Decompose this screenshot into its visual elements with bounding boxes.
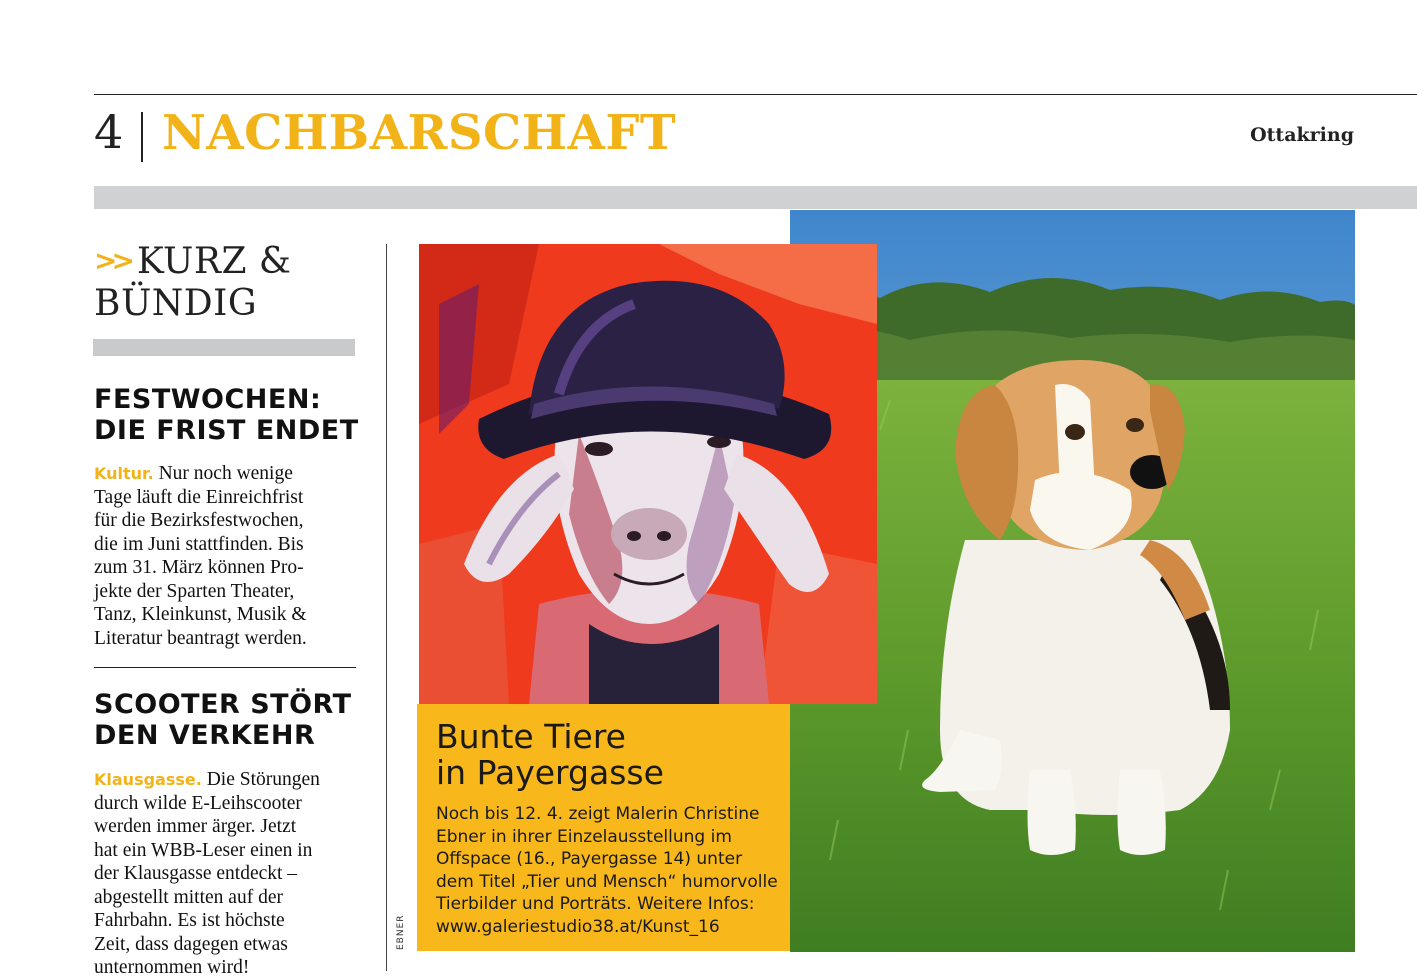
body-line: Zeit, dass dagegen etwas bbox=[94, 933, 288, 955]
feature-text-line: Offspace (16., Payergasse 14) unter bbox=[436, 849, 743, 869]
body-line: die im Juni stattfinden. Bis bbox=[94, 533, 304, 555]
body-line: jekte der Sparten Theater, bbox=[94, 580, 295, 602]
body-line: Nur noch wenige bbox=[158, 463, 293, 484]
body-line: werden immer ärger. Jetzt bbox=[94, 816, 297, 837]
article-headline bbox=[94, 689, 364, 751]
body-line: Tanz, Kleinkunst, Musik & bbox=[94, 604, 307, 625]
body-line: Die Störungen bbox=[206, 769, 320, 790]
headline-line: DEN VERKEHR bbox=[94, 720, 316, 751]
body-line: Literatur beantragt werden. bbox=[94, 627, 307, 649]
article-kicker: Klausgasse. bbox=[94, 770, 202, 789]
body-line: Fahrbahn. Es ist höchste bbox=[94, 910, 285, 931]
feature-text-line: Noch bis 12. 4. zeigt Malerin Christine bbox=[436, 804, 760, 824]
double-chevron-icon: >> bbox=[94, 244, 129, 277]
article-body bbox=[94, 768, 356, 980]
column-divider bbox=[386, 244, 387, 971]
column-title bbox=[94, 240, 291, 325]
headline-line: DIE FRIST ENDET bbox=[94, 415, 359, 446]
feature-text-line: Ebner in ihrer Einzelausstellung im bbox=[436, 826, 732, 847]
headline-line: FESTWOCHEN: bbox=[94, 384, 322, 415]
sheep-painting bbox=[419, 244, 877, 704]
top-rule bbox=[94, 94, 1417, 95]
body-line: unternommen wird! bbox=[94, 957, 250, 978]
article-kicker: Kultur. bbox=[94, 464, 154, 483]
body-line: der Klausgasse entdeckt – bbox=[94, 863, 298, 884]
article-headline bbox=[94, 384, 364, 446]
headline-line: SCOOTER STÖRT bbox=[94, 689, 352, 720]
page-number: 4 bbox=[94, 105, 124, 159]
feature-text bbox=[436, 803, 781, 938]
column-title-line1: KURZ & bbox=[136, 241, 292, 282]
feature-title bbox=[436, 719, 664, 791]
photo-credit: EBNER bbox=[396, 914, 406, 950]
body-line: Tage läuft die Einreichfrist bbox=[94, 486, 304, 508]
column-title-line2: BÜNDIG bbox=[94, 283, 258, 324]
body-line: durch wilde E-Leihscooter bbox=[94, 792, 302, 814]
body-line: abgestellt mitten auf der bbox=[94, 886, 283, 908]
feature-text-line: Tierbilder und Porträts. Weitere Infos: bbox=[436, 894, 755, 914]
section-title: NACHBARSCHAFT bbox=[162, 105, 677, 161]
feature-title-line: Bunte Tiere bbox=[436, 717, 626, 756]
body-line: zum 31. März können Pro- bbox=[94, 557, 304, 578]
article-divider bbox=[94, 667, 356, 668]
feature-url[interactable]: www.galeriestudio38.at/Kunst_16 bbox=[436, 916, 720, 937]
district-label: Ottakring bbox=[1250, 124, 1354, 146]
page-number-divider bbox=[141, 112, 143, 162]
article-body bbox=[94, 462, 356, 650]
feature-title-line: in Payergasse bbox=[436, 753, 664, 792]
body-line: hat ein WBB-Leser einen in bbox=[94, 839, 313, 861]
header-band bbox=[94, 186, 1417, 209]
column-title-band bbox=[93, 339, 355, 356]
body-line: für die Bezirksfestwochen, bbox=[94, 510, 304, 531]
feature-text-line: dem Titel „Tier und Mensch“ humorvolle bbox=[436, 871, 778, 892]
